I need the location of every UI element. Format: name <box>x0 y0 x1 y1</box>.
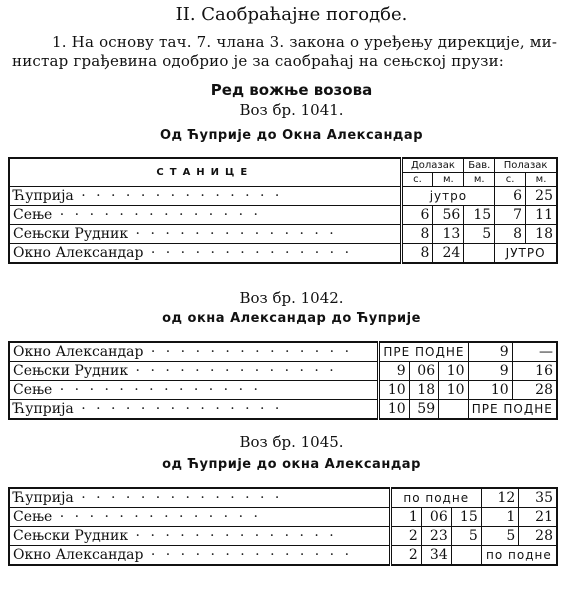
train-number: Воз бр. 1041. <box>239 101 344 119</box>
stay-minutes: 10 <box>439 381 468 400</box>
table-row <box>9 244 557 264</box>
departure-hours: 1 <box>481 508 519 527</box>
station-name: Ћуприја <box>13 400 74 417</box>
dot-leader: · · · · · · · · · · · · · · <box>143 546 353 563</box>
arrival-hours: 9 <box>379 362 409 381</box>
departure-minutes: 16 <box>512 362 557 381</box>
station-name: Окно Александар <box>13 546 144 563</box>
departure-hours: 8 <box>495 225 526 244</box>
station-name: Сењски Рудник <box>13 362 129 379</box>
departure-text: ЈУТРО <box>495 244 557 264</box>
arrival-minutes: 59 <box>409 400 438 420</box>
station-name: Ћуприја <box>13 187 74 204</box>
arrival-text: по подне <box>390 488 481 508</box>
departure-hours: 7 <box>495 206 526 225</box>
table-row <box>9 527 557 546</box>
train-number: Воз бр. 1042. <box>239 289 344 307</box>
departure-hours: 6 <box>495 187 526 206</box>
station-cell <box>9 342 379 362</box>
timetable <box>8 341 558 420</box>
station-name: Сењски Рудник <box>13 527 129 544</box>
paragraph-line-2: нистар грађевина одобрио је за саобраћај на сењској прузи: <box>12 52 505 70</box>
table-row <box>9 206 557 225</box>
dot-leader: · · · · · · · · · · · · · · <box>52 381 261 398</box>
dot-leader: · · · · · · · · · · · · · · <box>128 362 337 379</box>
arrival-hours: 2 <box>390 527 421 546</box>
departure-hours: 5 <box>481 527 519 546</box>
station-name: Окно Александар <box>13 343 144 360</box>
header-row <box>9 158 557 173</box>
station-name: Сење <box>13 508 53 525</box>
stay-minutes <box>464 244 495 264</box>
stay-minutes: 5 <box>451 527 481 546</box>
station-name: Сење <box>13 206 53 223</box>
stay-minutes-header: м. <box>464 173 495 187</box>
stay-minutes: 10 <box>439 362 468 381</box>
arrival-minutes: 56 <box>433 206 464 225</box>
stay-minutes <box>439 400 468 420</box>
station-cell <box>9 362 379 381</box>
arrival-minutes: 23 <box>421 527 451 546</box>
stay-minutes <box>451 546 481 566</box>
table-row <box>9 400 557 420</box>
departure-minutes: 21 <box>519 508 557 527</box>
station-cell <box>9 508 390 527</box>
arrival-hours: 10 <box>379 381 409 400</box>
dot-leader: · · · · · · · · · · · · · · <box>128 225 337 242</box>
station-cell <box>9 546 390 566</box>
departure-hours: 12 <box>481 488 519 508</box>
departure-minutes: — <box>512 342 557 362</box>
arrival-minutes: 34 <box>421 546 451 566</box>
departure-minutes: 28 <box>519 527 557 546</box>
departure-text: ПРЕ ПОДНЕ <box>468 400 557 420</box>
departure-header: Полазак <box>495 158 557 173</box>
arrival-hours: 8 <box>401 225 433 244</box>
stay-header: Бав. <box>464 158 495 173</box>
dot-leader: · · · · · · · · · · · · · · <box>73 400 283 417</box>
departure-minutes: 11 <box>526 206 557 225</box>
train-route: Од Ћуприје до Окна Александар <box>159 128 424 143</box>
table-row <box>9 187 557 206</box>
arrival-text: јутро <box>401 187 495 206</box>
arrival-hours: 8 <box>401 244 433 264</box>
departure-minutes: 25 <box>526 187 557 206</box>
station-name: Окно Александар <box>13 244 144 261</box>
station-cell <box>9 206 401 225</box>
departure-minutes: 18 <box>526 225 557 244</box>
schedule-title: Ред вожње возова <box>210 81 373 99</box>
dot-leader: · · · · · · · · · · · · · · <box>73 489 283 506</box>
departure-hours-header: с. <box>495 173 526 187</box>
station-name: Ћуприја <box>13 489 74 506</box>
arrival-hours-header: с. <box>401 173 433 187</box>
stay-minutes: 5 <box>464 225 495 244</box>
dot-leader: · · · · · · · · · · · · · · <box>143 244 353 261</box>
station-cell <box>9 381 379 400</box>
departure-hours: 9 <box>468 342 512 362</box>
train-route: од окна Александар до Ћуприје <box>162 311 421 326</box>
intro-paragraph <box>12 33 572 71</box>
stations-header: СТАНИЦЕ <box>9 158 401 187</box>
arrival-minutes: 13 <box>433 225 464 244</box>
departure-text: по подне <box>481 546 557 566</box>
departure-hours: 10 <box>468 381 512 400</box>
station-name: Сењски Рудник <box>13 225 129 242</box>
departure-minutes: 35 <box>519 488 557 508</box>
train-route: од Ћуприје до окна Александар <box>162 457 421 472</box>
station-cell <box>9 244 401 264</box>
timetable <box>8 487 558 566</box>
departure-minutes: 28 <box>512 381 557 400</box>
arrival-minutes: 06 <box>421 508 451 527</box>
arrival-hours: 2 <box>390 546 421 566</box>
arrival-hours: 10 <box>379 400 409 420</box>
departure-minutes-header: м. <box>526 173 557 187</box>
station-cell <box>9 527 390 546</box>
dot-leader: · · · · · · · · · · · · · · <box>128 527 337 544</box>
station-cell <box>9 400 379 420</box>
dot-leader: · · · · · · · · · · · · · · <box>52 508 261 525</box>
arrival-text: ПРЕ ПОДНЕ <box>379 342 468 362</box>
stay-minutes: 15 <box>464 206 495 225</box>
arrival-header: Долазак <box>401 158 464 173</box>
arrival-minutes: 06 <box>409 362 438 381</box>
arrival-hours: 1 <box>390 508 421 527</box>
table-row <box>9 508 557 527</box>
table-row <box>9 342 557 362</box>
stay-minutes: 15 <box>451 508 481 527</box>
table-row <box>9 362 557 381</box>
station-cell <box>9 187 401 206</box>
table-row <box>9 488 557 508</box>
station-cell <box>9 225 401 244</box>
departure-hours: 9 <box>468 362 512 381</box>
arrival-minutes: 18 <box>409 381 438 400</box>
timetable <box>8 157 558 264</box>
table-row <box>9 381 557 400</box>
train-number: Воз бр. 1045. <box>239 433 344 451</box>
dot-leader: · · · · · · · · · · · · · · <box>143 343 353 360</box>
arrival-minutes-header: м. <box>433 173 464 187</box>
arrival-hours: 6 <box>401 206 433 225</box>
station-cell <box>9 488 390 508</box>
table-row <box>9 546 557 566</box>
station-name: Сење <box>13 381 53 398</box>
paragraph-line-1: 1. На основу тач. 7. члана 3. закона о уређењу дирекције, ми- <box>52 33 558 51</box>
section-heading: II. Саобраћајне погодбе. <box>175 4 408 25</box>
dot-leader: · · · · · · · · · · · · · · <box>73 187 283 204</box>
table-row <box>9 225 557 244</box>
dot-leader: · · · · · · · · · · · · · · <box>52 206 261 223</box>
arrival-minutes: 24 <box>433 244 464 264</box>
